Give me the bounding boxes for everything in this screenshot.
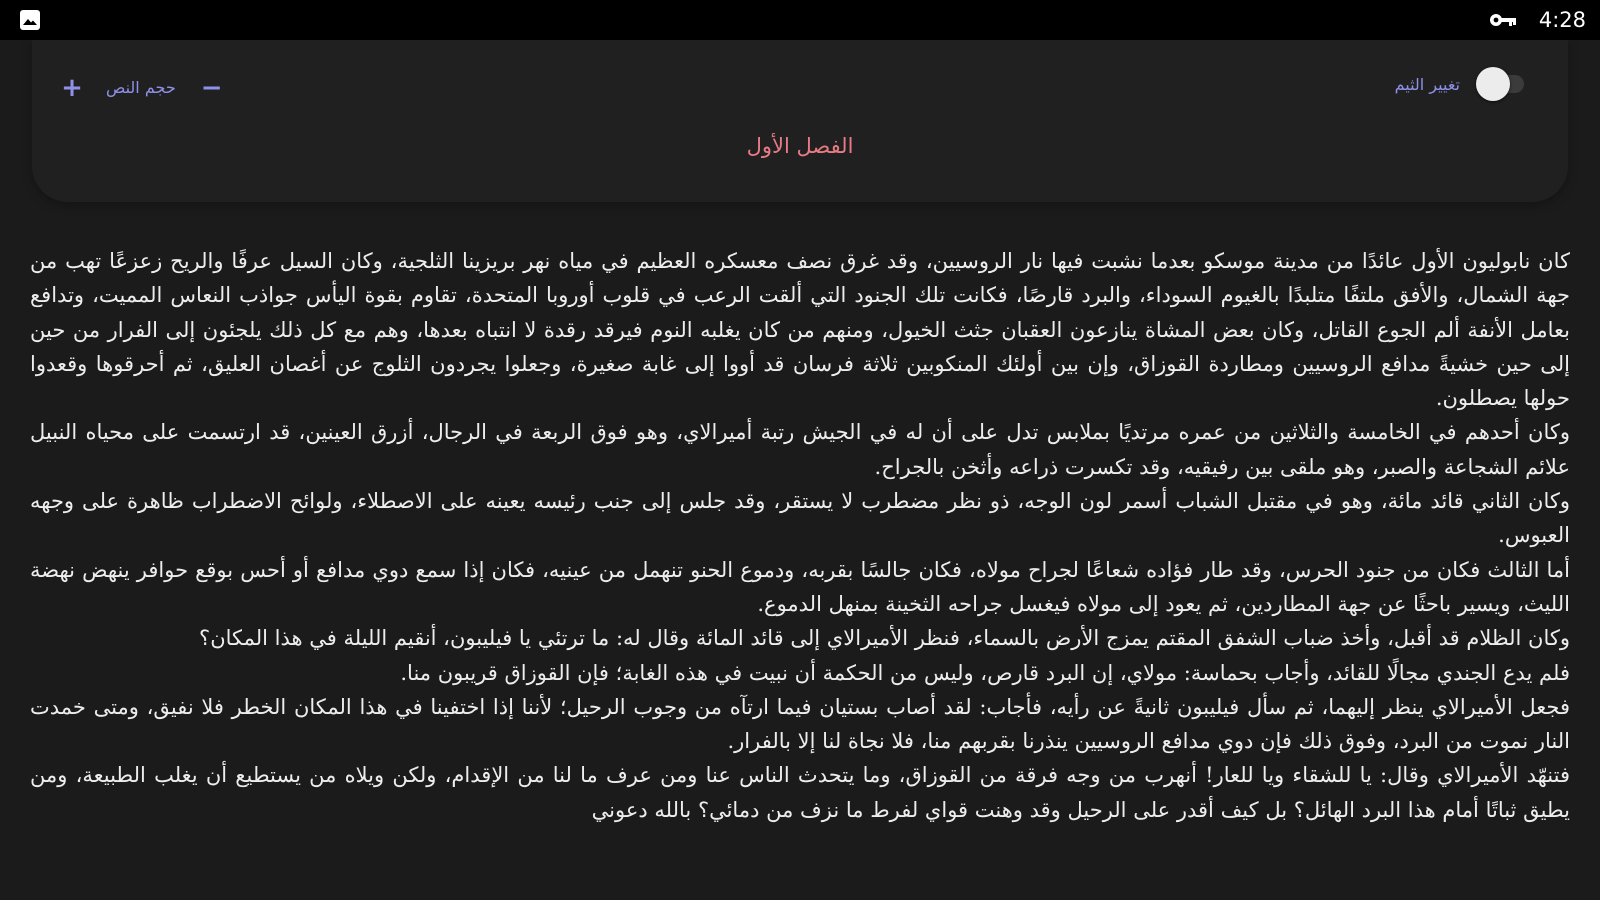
paragraph: فتنهّد الأميرالاي وقال: يا للشقاء ويا للعار! أنهرب من وجه فرقة من القوزاق، وما يتحدث الناس عنا ومن عرف ما لنا من الإقدام، ولكن ويلاه من يستطيع أن يغلب الطبيعة، ومن يطيق ثباتًا أمام هذا البرد الهائل؟ بل كيف أقدر على الرحيل وقد وهنت قواي لفرط ما نزف من دمائي؟ بالله دعوني bbox=[30, 763, 1570, 822]
font-size-controls bbox=[60, 70, 224, 106]
switch-thumb bbox=[1476, 67, 1510, 101]
font-size-label: حجم النص bbox=[106, 78, 176, 97]
paragraph: كان نابوليون الأول عائدًا من مدينة موسكو بعدما نشبت فيها نار الروسيين، وقد غرق نصف معسكره العظيم في مياه نهر بريزينا الثلجية، وكان السيل عرفًا والريح زعزعًا تهب من جهة الشمال، والأفق ملتفًا متلبدًا بالغيوم السوداء، والبرد قارصًا، فكانت تلك الجنود التي ألقت الرعب في قلوب أوروبا المتحدة، تقاوم بقوة اليأس جواذب النعاس المميت، وتدافع بعامل الأنفة ألم الجوع القاتل، وكان بعض المشاة ينازعون العقبان جثث الخيول، ومنهم من كان يغلبه النوم فيرقد رقدة لا انتباه بعدها، وهم مع كل ذلك يلجئون إلى الفرار من حين إلى حين خشيةً مدافع الروسيين ومطاردة القوزاق، وإن بين أولئك المنكوبين ثلاثة فرسان قد أووا إلى غابة صغيرة، وجعلوا يجردون الثلوج عن أغصان العليق، ثم أحرقوها وقعدوا حولها يصطلون. bbox=[30, 249, 1570, 411]
chapter-title: الفصل الأول bbox=[746, 134, 854, 158]
image-icon bbox=[20, 10, 40, 30]
key-icon bbox=[1489, 12, 1517, 28]
paragraph: وكان أحدهم في الخامسة والثلاثين من عمره مرتديًا بملابس تدل على أن له في الجيش رتبة أميرالاي، وهو فوق الربعة في الرجال، أزرق العينين، قد ارتسمت على محياه النبيل علائم الشجاعة والصبر، وهو ملقى بين رفيقيه، وقد تكسرت ذراعه وأثخن بالجراح. bbox=[30, 420, 1570, 479]
status-bar bbox=[0, 0, 1600, 40]
increase-font-button[interactable]: + bbox=[61, 73, 83, 103]
theme-toggle-group bbox=[1395, 67, 1520, 101]
status-right bbox=[1489, 0, 1586, 40]
paragraph: أما الثالث فكان من جنود الحرس، وقد طار فؤاده شعاعًا لجراح مولاه، فكان جالسًا بقربه، ودموع الحنو تنهمل من عينيه، فكان إذا سمع دوي مدافع أو أحس بوقع حوافر ينهض نهضة الليث، ويسير باحثًا عن جهة المطاردين، ثم يعود إلى مولاه فيغسل جراحه الثخينة بمنهل الدموع. bbox=[30, 557, 1570, 616]
chapter-content bbox=[30, 244, 1570, 900]
status-time: 4:28 bbox=[1538, 8, 1586, 32]
theme-label: تغيير الثيم bbox=[1394, 74, 1460, 94]
reader-header bbox=[32, 40, 1568, 202]
paragraph: وكان الظلام قد أقبل، وأخذ ضباب الشفق المقتم يمزج الأرض بالسماء، فنظر الأميرالاي إلى قائد المائة وقال له: ما ترتئي يا فيليبون، أنقيم الليلة في هذا المكان؟ bbox=[199, 626, 1570, 651]
paragraph: فجعل الأميرالاي ينظر إليهما، ثم سأل فيليبون ثانيةً عن رأيه، فأجاب: لقد أصاب بستيان فيما ارتآه من وجوب الرحيل؛ لأننا إذا اختفينا في هذا المكان الخطر فلا نفيق، ومتى خمدت النار نموت من البرد، وفوق ذلك فإن دوي مدافع الروسيين ينذرنا بقربهم منا، فلا نجاة لنا إلا بالفرار. bbox=[30, 694, 1570, 754]
decrease-font-button[interactable]: − bbox=[200, 73, 223, 103]
theme-toggle-switch[interactable] bbox=[1476, 67, 1520, 101]
paragraph: فلم يدع الجندي مجالًا للقائد، وأجاب بحماسة: مولاي، إن البرد قارص، وليس من الحكمة أن نبيت في هذه الغابة؛ فإن القوزاق قريبون منا. bbox=[400, 660, 1570, 685]
paragraph: وكان الثاني قائد مائة، وهو في مقتبل الشباب أسمر لون الوجه، ذو نظر مضطرب لا يستقر، وقد جلس إلى جنب رئيسه يعينه على الاصطلاء، ولوائح الاضطراب ظاهرة على وجهه العبوس. bbox=[30, 489, 1570, 548]
